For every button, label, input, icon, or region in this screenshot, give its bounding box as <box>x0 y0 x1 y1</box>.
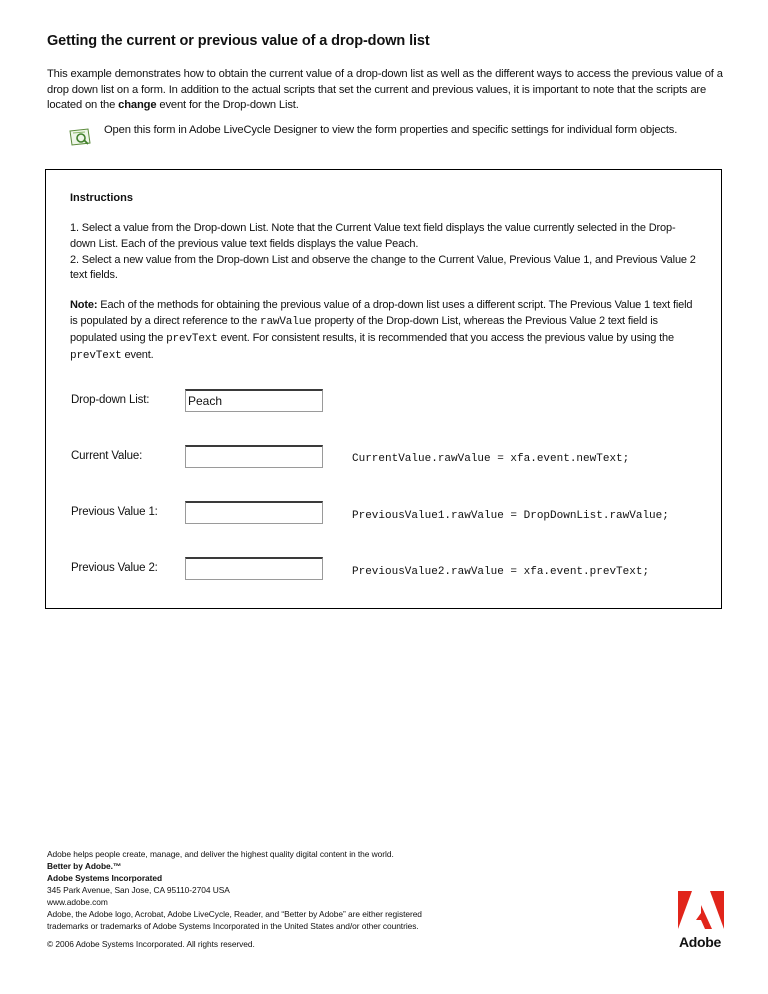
intro-change-keyword: change <box>118 99 157 111</box>
footer <box>47 848 517 950</box>
designer-note-text: Open this form in Adobe LiveCycle Designer to view the form properties and specific settings for individual form objects. <box>104 124 678 136</box>
footer-company: Adobe Systems Incorporated <box>47 873 163 883</box>
previous-value-2-script: PreviousValue2.rawValue = xfa.event.prevText; <box>352 566 650 578</box>
note-code-prevtext: prevText <box>166 332 218 345</box>
footer-copyright: © 2006 Adobe Systems Incorporated. All rights reserved. <box>47 939 255 949</box>
footer-address: 345 Park Avenue, San Jose, CA 95110-2704 USA <box>47 885 230 895</box>
note-text-2: property of the Drop-down List, whereas the Previous Value 2 text field is populated using the <box>70 314 658 344</box>
previous-value-1-label: Previous Value 1: <box>71 506 158 518</box>
current-value-script: CurrentValue.rawValue = xfa.event.newText; <box>352 453 630 465</box>
instructions-body <box>70 221 700 364</box>
instruction-step-2: 2. Select a new value from the Drop-down List and observe the change to the Current Value, Previous Value 1, and Previous Value 2 text fields. <box>70 253 696 282</box>
previous-value-1-field[interactable] <box>185 501 323 524</box>
note-label: Note: <box>70 299 98 312</box>
intro-paragraph <box>47 67 727 114</box>
footer-trademark-1: Adobe, the Adobe logo, Acrobat, Adobe LiveCycle, Reader, and “Better by Adobe” are either registered <box>47 909 422 919</box>
previous-value-2-field[interactable] <box>185 557 323 580</box>
previous-value-2-label: Previous Value 2: <box>71 562 158 574</box>
intro-line-2: previous value of a drop down list on a form. In addition to the actual scripts that set the current and previous values, it is <box>47 68 723 96</box>
note-text-1: Each of the methods for obtaining the previous value of a drop-down list uses a different script. The Previous Value 1 text field is populated by a direct reference to the <box>70 299 693 327</box>
instruction-note <box>70 298 700 364</box>
adobe-logo-text: Adobe <box>678 934 722 950</box>
previous-value-1-script: PreviousValue1.rawValue = DropDownList.rawValue; <box>352 510 669 522</box>
note-code-prevtext-2: prevText <box>70 349 122 362</box>
dropdown-list[interactable]: Peach <box>185 389 323 412</box>
footer-slogan: Better by Adobe.™ <box>47 861 122 871</box>
footer-website[interactable]: www.adobe.com <box>47 897 108 907</box>
note-text-4: event. <box>121 348 154 361</box>
note-text-3: event. For consistent results, it is recommended that you access the previous value by using the <box>217 331 674 344</box>
page-title: Getting the current or previous value of a drop-down list <box>47 33 430 49</box>
footer-tagline: Adobe helps people create, manage, and deliver the highest quality digital content in the world. <box>47 849 394 859</box>
note-code-rawvalue: rawValue <box>260 315 312 328</box>
instructions-heading: Instructions <box>70 192 133 204</box>
sample-form <box>45 169 722 609</box>
dropdown-label: Drop-down List: <box>71 394 150 406</box>
intro-line-3-end: event for the Drop-down List. <box>156 99 299 111</box>
current-value-field[interactable] <box>185 445 323 468</box>
designer-form-icon <box>68 127 92 147</box>
intro-line-3-start: important to note that the scripts are located on the <box>47 83 707 111</box>
footer-trademark-2: trademarks or trademarks of Adobe Systems Incorporated in the United States and/or other countries. <box>47 921 419 931</box>
current-value-label: Current Value: <box>71 450 143 462</box>
intro-line-1: This example demonstrates how to obtain the current value of a drop-down list as well as the different ways to access the <box>47 68 629 80</box>
instruction-step-1: 1. Select a value from the Drop-down List. Note that the Current Value text field displays the value currently selected in the Drop-down List. Each of the previous value text fields displays the value Peach. <box>70 222 676 250</box>
